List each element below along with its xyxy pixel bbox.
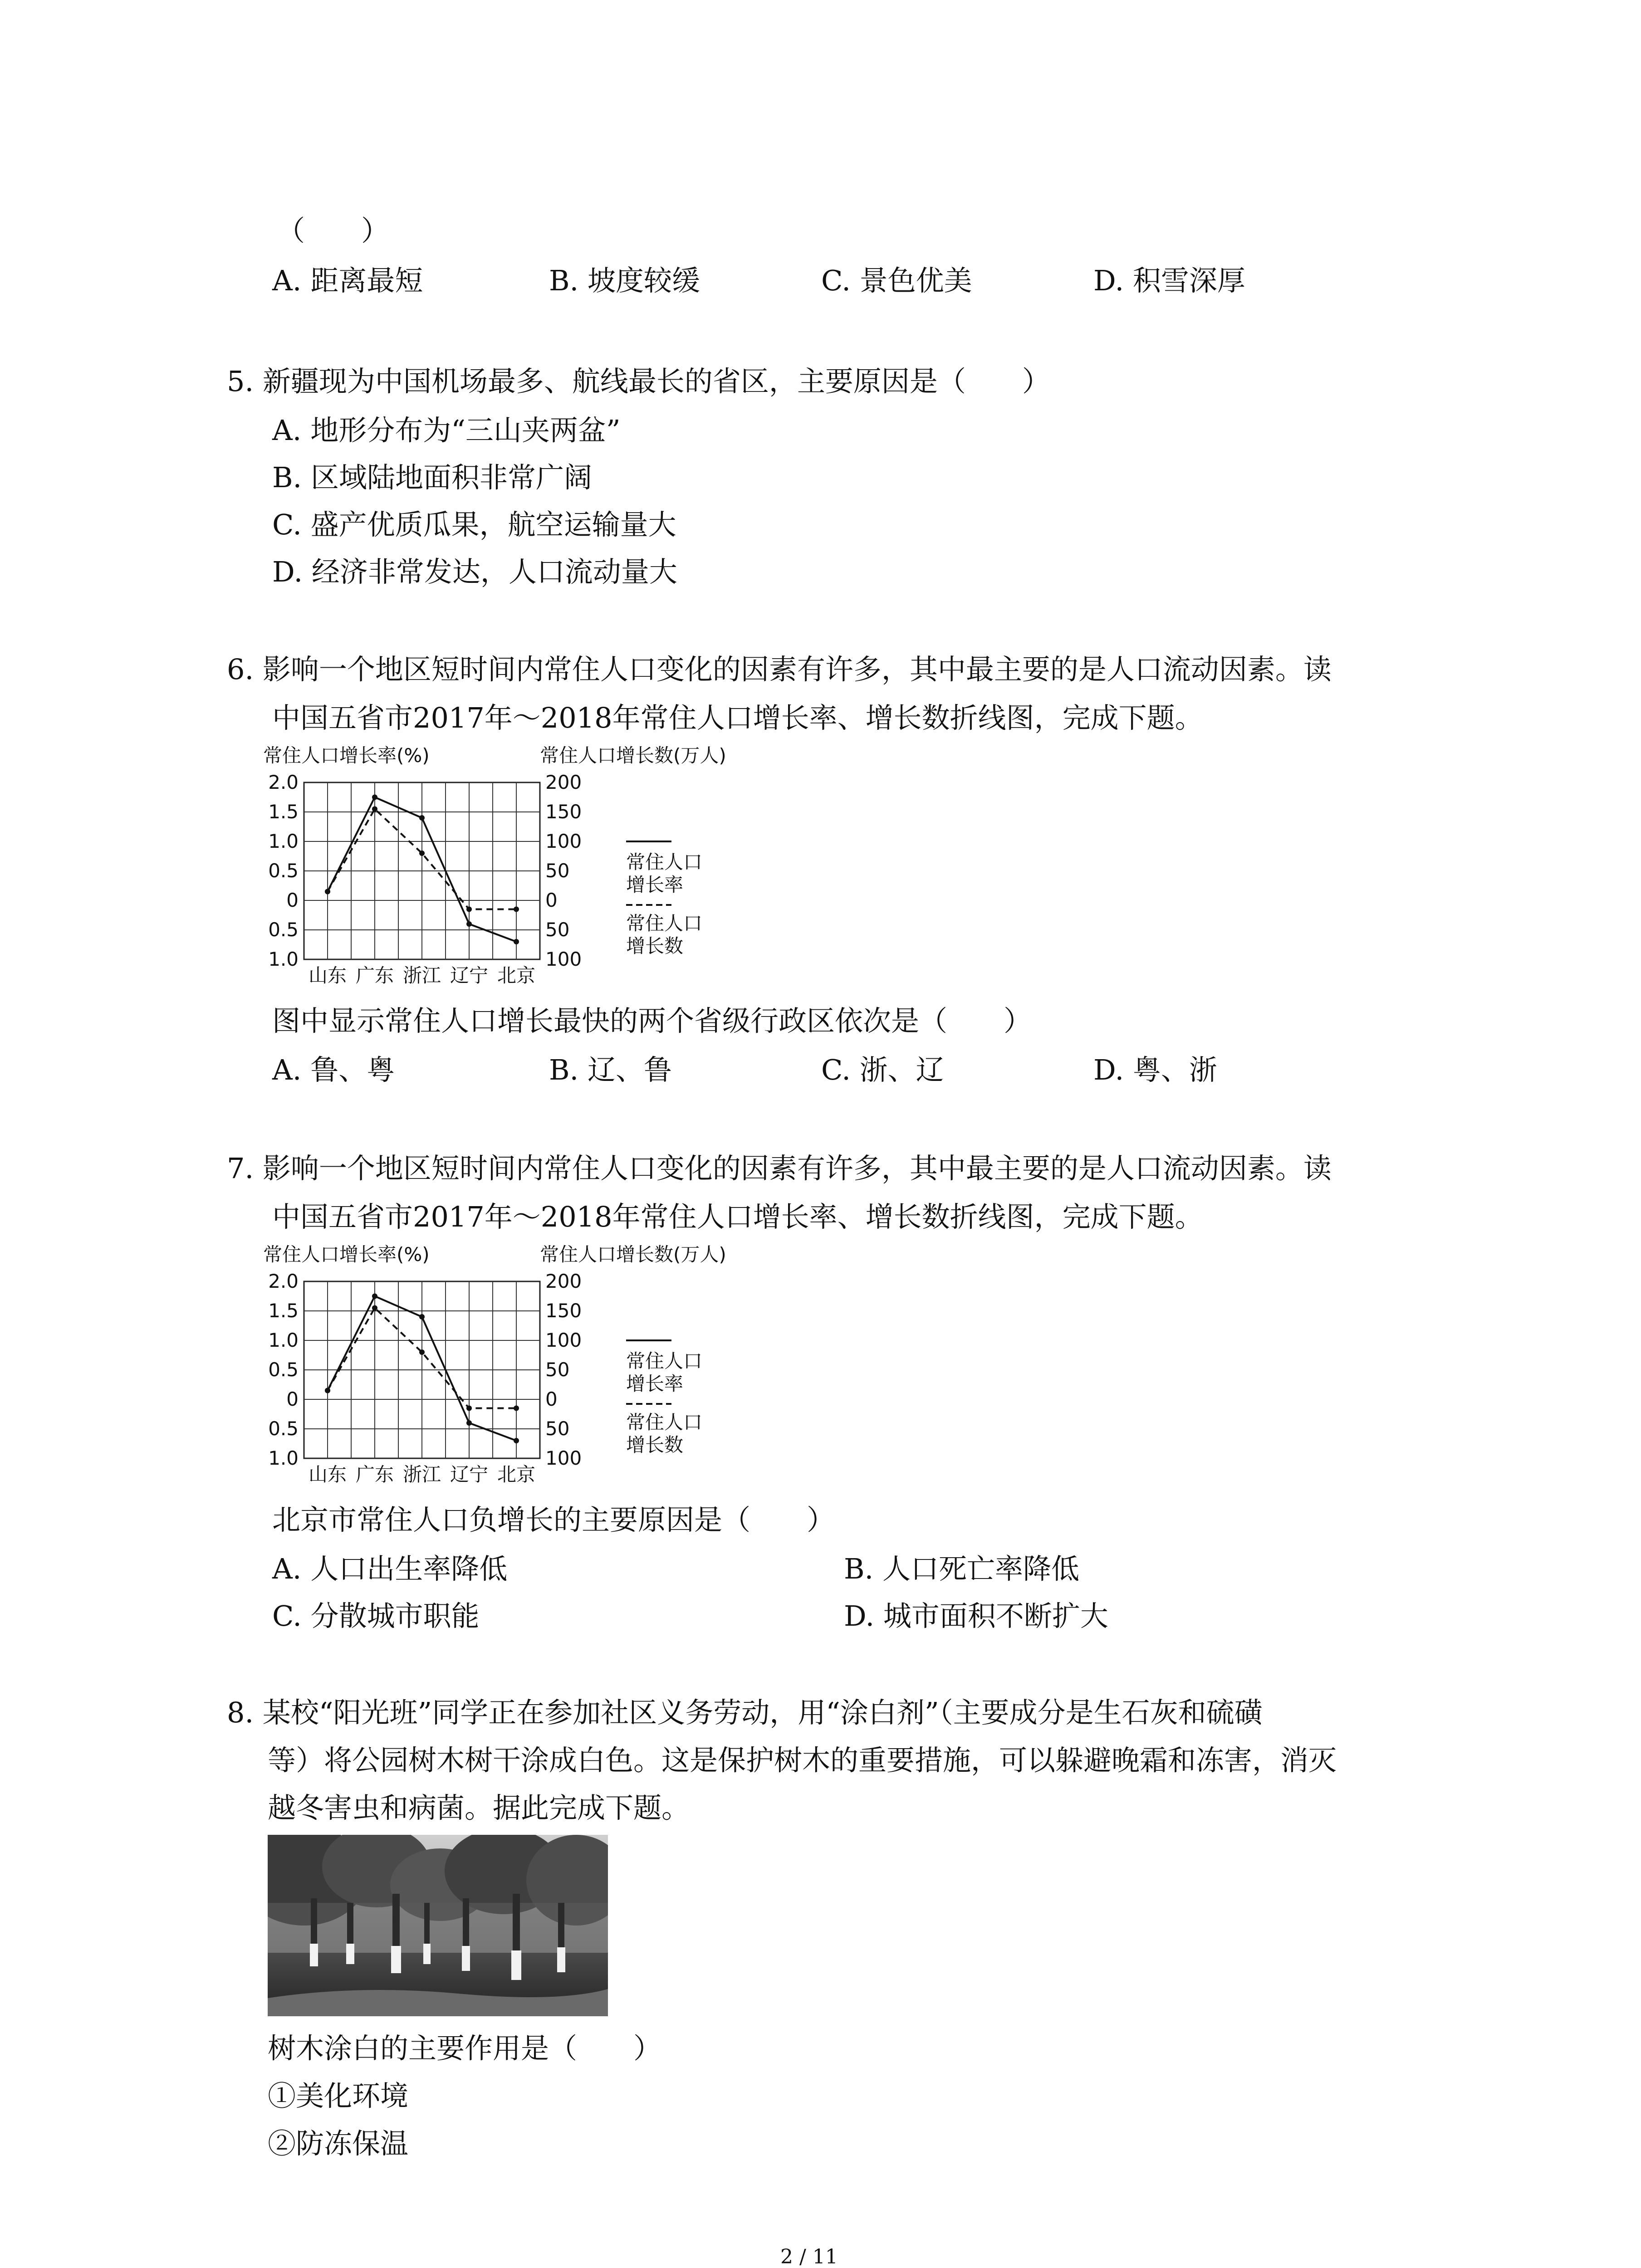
q4-paren: （ ） (277, 214, 390, 247)
q6-chart (263, 744, 835, 998)
right-tick-label: 200 (545, 771, 582, 793)
legend-rate-label: 常住人口 (626, 851, 703, 873)
q7-question: 北京市常住人口负增长的主要原因是（ ） (272, 1503, 835, 1536)
category-label: 辽宁 (450, 964, 489, 987)
category-label: 山东 (308, 1463, 347, 1486)
q5-option-b: B. 区域陆地面积非常广阔 (272, 461, 592, 494)
right-axis-label: 常住人口增长数(万人) (540, 744, 726, 767)
data-point-count (466, 1406, 472, 1411)
q5-option-c: C. 盛产优质瓜果，航空运输量大 (272, 508, 676, 541)
legend-rate-label: 增长率 (626, 1373, 684, 1395)
right-tick-label: 100 (545, 1447, 582, 1469)
right-axis-label: 常住人口增长数(万人) (540, 1243, 726, 1266)
category-label: 北京 (497, 964, 536, 987)
data-point-rate (372, 1294, 377, 1299)
data-point-count (419, 1349, 425, 1355)
q7-stem-line2: 中国五省市2017年～2018年常住人口增长率、增长数折线图，完成下题。 (272, 1200, 1203, 1233)
right-tick-label: 150 (545, 801, 582, 823)
q8-question: 树木涂白的主要作用是（ ） (268, 2032, 662, 2065)
right-tick-label: 100 (545, 830, 582, 852)
q6-stem-line1: 6. 影响一个地区短时间内常住人口变化的因素有许多，其中最主要的是人口流动因素。读 (227, 653, 1332, 686)
q4-option-d: D. 积雪深厚 (1093, 264, 1245, 297)
right-tick-label: 100 (545, 1329, 582, 1351)
left-tick-label: 0 (286, 889, 299, 911)
right-tick-label: 50 (545, 860, 570, 882)
category-label: 广东 (355, 964, 394, 987)
right-tick-label: 50 (545, 919, 570, 941)
left-tick-label: 0.5 (268, 860, 299, 882)
right-tick-label: 50 (545, 1359, 570, 1381)
right-tick-label: 100 (545, 948, 582, 970)
data-point-rate (514, 1438, 519, 1443)
left-tick-label: 0 (286, 1388, 299, 1410)
legend-rate-label: 常住人口 (626, 1350, 703, 1372)
q8-item-1: ①美化环境 (268, 2079, 409, 2112)
data-point-count (419, 850, 425, 856)
right-tick-label: 0 (545, 889, 558, 911)
q4-option-a: A. 距离最短 (272, 264, 423, 297)
q8-stem-line2: 等）将公园树木树干涂成白色。这是保护树木的重要措施，可以躲避晚霜和冻害，消灭 (268, 1744, 1337, 1777)
data-point-count (372, 1305, 377, 1311)
left-tick-label: 1.5 (268, 801, 299, 823)
q5-option-d: D. 经济非常发达，人口流动量大 (272, 555, 677, 588)
q7-option-b: B. 人口死亡率降低 (844, 1552, 1079, 1585)
left-tick-label: 1.0 (268, 1329, 299, 1351)
data-point-count (514, 907, 519, 912)
q6-question: 图中显示常住人口增长最快的两个省级行政区依次是（ ） (272, 1004, 1032, 1037)
q6-option-d: D. 粤、浙 (1093, 1053, 1217, 1086)
data-point-count (514, 1406, 519, 1411)
data-point-rate (419, 815, 425, 821)
left-tick-label: 1.0 (268, 830, 299, 852)
data-point-rate (419, 1314, 425, 1320)
trees-photo (268, 1835, 608, 2016)
left-tick-label: 2.0 (268, 1270, 299, 1292)
data-point-rate (466, 921, 472, 927)
q4-option-c: C. 景色优美 (821, 264, 972, 297)
data-point-count (325, 1388, 330, 1393)
q7-option-d: D. 城市面积不断扩大 (844, 1599, 1108, 1633)
data-point-count (372, 807, 377, 812)
q8-stem-line3: 越冬害虫和病菌。据此完成下题。 (268, 1791, 690, 1824)
q6-stem-line2: 中国五省市2017年～2018年常住人口增长率、增长数折线图，完成下题。 (272, 701, 1203, 734)
legend-count-label: 增长数 (626, 1434, 684, 1456)
q6-option-b: B. 辽、鲁 (549, 1053, 672, 1086)
q8-stem-line1: 8. 某校“阳光班”同学正在参加社区义务劳动，用“涂白剂”（主要成分是生石灰和硫磺 (227, 1696, 1263, 1729)
q4-option-b: B. 坡度较缓 (549, 264, 700, 297)
category-label: 广东 (355, 1463, 394, 1486)
left-tick-label: 0.5 (268, 1359, 299, 1381)
category-label: 北京 (497, 1463, 536, 1486)
q5-option-a: A. 地形分布为“三山夹两盆” (272, 414, 621, 447)
q7-chart (263, 1243, 835, 1497)
left-tick-label: 0.5 (268, 1418, 299, 1440)
category-label: 山东 (308, 964, 347, 987)
category-label: 辽宁 (450, 1463, 489, 1486)
left-tick-label: 2.0 (268, 771, 299, 793)
q7-option-c: C. 分散城市职能 (272, 1599, 480, 1633)
left-tick-label: 0.5 (268, 919, 299, 941)
left-axis-label: 常住人口增长率(%) (263, 744, 430, 767)
q7-option-a: A. 人口出生率降低 (272, 1552, 508, 1585)
data-point-count (325, 889, 330, 894)
right-tick-label: 150 (545, 1300, 582, 1322)
left-tick-label: 1.0 (268, 1447, 299, 1469)
q8-item-2: ②防冻保温 (268, 2127, 409, 2160)
category-label: 浙江 (402, 1463, 441, 1486)
data-point-rate (372, 795, 377, 800)
q7-stem-line1: 7. 影响一个地区短时间内常住人口变化的因素有许多，其中最主要的是人口流动因素。读 (227, 1152, 1332, 1185)
right-tick-label: 200 (545, 1270, 582, 1292)
page-number: 2 / 11 (780, 2245, 838, 2268)
right-tick-label: 50 (545, 1418, 570, 1440)
right-tick-label: 0 (545, 1388, 558, 1410)
data-point-rate (466, 1420, 472, 1426)
legend-rate-label: 增长率 (626, 874, 684, 896)
legend-count-label: 增长数 (626, 935, 684, 957)
left-axis-label: 常住人口增长率(%) (263, 1243, 430, 1266)
q5-stem: 5. 新疆现为中国机场最多、航线最长的省区，主要原因是（ ） (227, 365, 1050, 398)
q6-option-a: A. 鲁、粤 (272, 1053, 395, 1086)
data-point-count (466, 907, 472, 912)
category-label: 浙江 (402, 964, 441, 987)
legend-count-label: 常住人口 (626, 912, 703, 934)
left-tick-label: 1.0 (268, 948, 299, 970)
legend-count-label: 常住人口 (626, 1411, 703, 1433)
data-point-rate (514, 939, 519, 944)
left-tick-label: 1.5 (268, 1300, 299, 1322)
q6-option-c: C. 浙、辽 (821, 1053, 944, 1086)
